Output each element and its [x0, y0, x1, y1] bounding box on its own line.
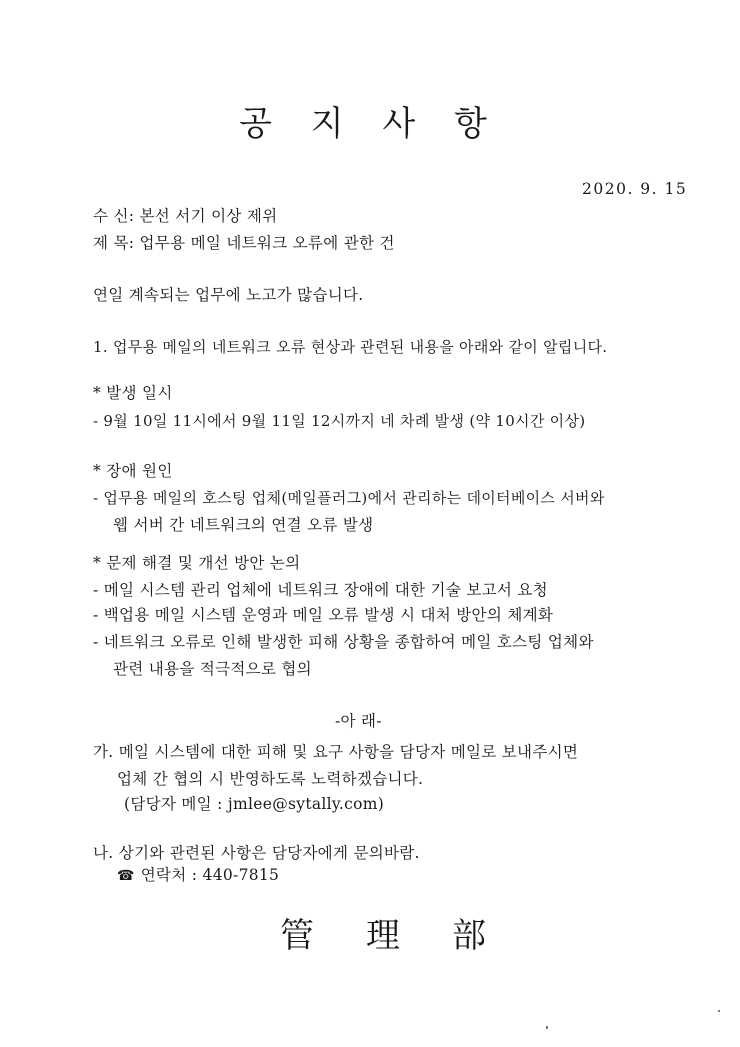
occurrence-detail: - 9월 10일 11시에서 9월 11일 12시까지 네 차례 발생 (약 10시간 이상): [93, 412, 586, 430]
subject-line: 제 목: 업무용 메일 네트워크 오류에 관한 건: [93, 234, 395, 252]
discussion-heading: * 문제 해결 및 개선 방안 논의: [93, 554, 301, 572]
discussion-item-2: - 백업용 메일 시스템 운영과 메일 오류 발생 시 대처 방안의 체계화: [93, 606, 554, 624]
scan-speck: [718, 1010, 720, 1012]
contact-phone: 연락처 : 440-7815: [140, 866, 280, 884]
scan-speck: [546, 1026, 548, 1029]
recipient-line: 수 신: 본선 서기 이상 제위: [93, 207, 278, 225]
occurrence-heading: * 발생 일시: [93, 384, 173, 402]
issuer-department: 管理部: [280, 916, 538, 956]
cause-detail-2: 웹 서버 간 네트워크의 연결 오류 발생: [113, 516, 374, 534]
telephone-icon: ☎: [117, 868, 135, 884]
contact-email: (담당자 메일 : jmlee@sytally.com): [124, 795, 385, 813]
below-marker: -아 래-: [335, 712, 382, 730]
greeting-line: 연일 계속되는 업무에 노고가 많습니다.: [93, 286, 364, 304]
item-1-line: 1. 업무용 메일의 네트워크 오류 현상과 관련된 내용을 아래와 같이 알립니다.: [93, 338, 608, 356]
item-ga-line-2: 업체 간 협의 시 반영하도록 노력하겠습니다.: [117, 770, 424, 788]
cause-detail-1: - 업무용 메일의 호스팅 업체(메일플러그)에서 관리하는 데이터베이스 서버와: [93, 489, 605, 507]
document-title: 공 지 사 항: [239, 104, 501, 144]
discussion-item-3: - 네트워크 오류로 인해 발생한 피해 상황을 종합하여 메일 호스팅 업체와: [93, 633, 594, 651]
discussion-item-4: 관련 내용을 적극적으로 협의: [113, 660, 312, 678]
issue-date: 2020. 9. 15: [582, 180, 688, 198]
item-na-line: 나. 상기와 관련된 사항은 담당자에게 문의바람.: [93, 844, 420, 862]
cause-heading: * 장애 원인: [93, 462, 173, 480]
item-ga-line-1: 가. 메일 시스템에 대한 피해 및 요구 사항을 담당자 메일로 보내주시면: [93, 743, 579, 761]
discussion-item-1: - 메일 시스템 관리 업체에 네트워크 장애에 대한 기술 보고서 요청: [93, 581, 548, 599]
contact-phone-line: [117, 865, 279, 886]
